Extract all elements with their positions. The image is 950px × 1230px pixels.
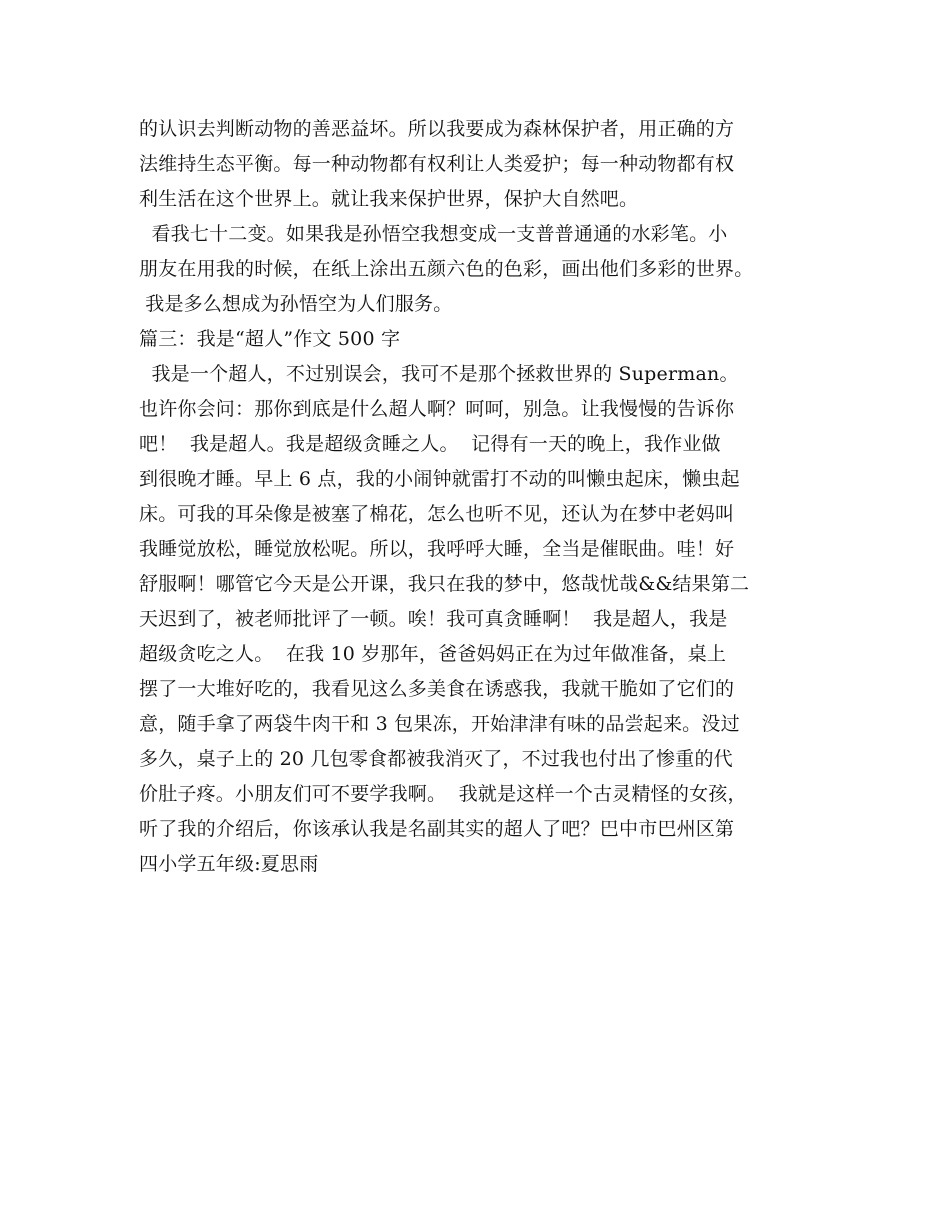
text-line-13: 我睡觉放松，睡觉放松呢。所以，我呼呼大睡，全当是催眠曲。哇！好	[139, 538, 735, 560]
essay-text-block	[139, 112, 839, 882]
text-line-10: 吧！ 我是超人。我是超级贪睡之人。 记得有一天的晚上，我作业做	[139, 433, 721, 455]
text-line-5: 朋友在用我的时候，在纸上涂出五颜六色的色彩，画出他们多彩的世界。	[139, 258, 754, 280]
text-line-6: 我是多么想成为孙悟空为人们服务。	[139, 293, 453, 315]
text-line-14: 舒服啊！哪管它今天是公开课，我只在我的梦中，悠哉忧哉&&结果第二	[139, 573, 750, 595]
text-line-22: 四小学五年级:夏思雨	[139, 853, 319, 875]
text-line-16: 超级贪吃之人。 在我 10 岁那年，爸爸妈妈正在为过年做准备，桌上	[139, 643, 727, 665]
section-heading: 篇三：我是“超人”作文 500 字	[139, 328, 401, 350]
text-line-15: 天迟到了，被老师批评了一顿。唉！我可真贪睡啊！ 我是超人，我是	[139, 608, 728, 630]
text-line-21: 听了我的介绍后，你该承认我是名副其实的超人了吧？巴中市巴州区第	[139, 818, 735, 840]
text-line-3: 利生活在这个世界上。就让我来保护世界，保护大自然吧。	[139, 188, 639, 210]
text-line-19: 多久，桌子上的 20 几包零食都被我消灭了，不过我也付出了惨重的代	[139, 748, 733, 770]
text-line-11: 到很晚才睡。早上 6 点，我的小闹钟就雷打不动的叫懒虫起床，懒虫起	[139, 468, 740, 490]
text-line-12: 床。可我的耳朵像是被塞了棉花，怎么也听不见，还认为在梦中老妈叫	[139, 503, 735, 525]
text-line-1: 的认识去判断动物的善恶益坏。所以我要成为森林保护者，用正确的方	[139, 118, 735, 140]
text-line-9: 也许你会问：那你到底是什么超人啊？呵呵，别急。让我慢慢的告诉你	[139, 398, 735, 420]
text-line-2: 法维持生态平衡。每一种动物都有权利让人类爱护；每一种动物都有权	[139, 153, 735, 175]
text-line-17: 摆了一大堆好吃的，我看见这么多美食在诱惑我，我就干脆如了它们的	[139, 678, 735, 700]
text-line-20: 价肚子疼。小朋友们可不要学我啊。 我就是这样一个古灵精怪的女孩，	[139, 783, 747, 805]
text-line-8: 我是一个超人，不过别误会，我可不是那个拯救世界的 Superman。	[139, 363, 739, 385]
text-line-18: 意，随手拿了两袋牛肉干和 3 包果冻，开始津津有味的品尝起来。没过	[139, 713, 740, 735]
text-line-4: 看我七十二变。如果我是孙悟空我想变成一支普普通通的水彩笔。小	[139, 223, 728, 245]
